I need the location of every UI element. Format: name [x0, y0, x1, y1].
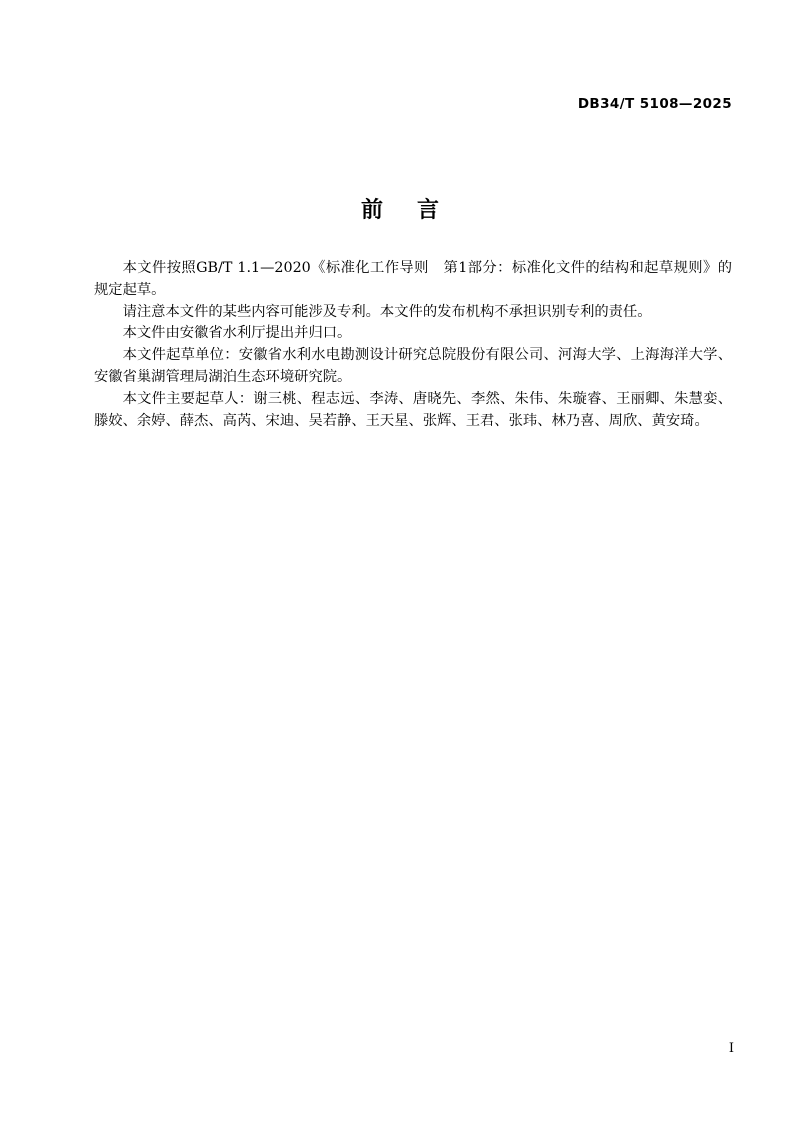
- foreword-body: [94, 258, 732, 432]
- page-title: [0, 193, 800, 224]
- paragraph-principal-drafters: 本文件主要起草人：谢三桃、程志远、李涛、唐晓先、李然、朱伟、朱璇睿、王丽卿、朱慧娈、滕姣、余婷、薛杰、高芮、宋迪、吴若静、王天星、张辉、王君、张玮、林乃喜、周欣、黄安琦。: [94, 390, 732, 429]
- page-title-char-2: 言: [417, 198, 440, 223]
- paragraph-drafting-organizations: 本文件起草单位：安徽省水利水电勘测设计研究总院股份有限公司、河海大学、上海海洋大学、安徽省巢湖管理局湖泊生态环境研究院。: [94, 347, 732, 385]
- page-title-char-1: 前: [360, 198, 383, 223]
- paragraph-proposing-authority: 本文件由安徽省水利厅提出并归口。: [122, 325, 352, 342]
- paragraph-scope-basis: 本文件按照GB/T 1.1—2020《标准化工作导则 第1部分：标准化文件的结构和起草规则》的规定起草。: [94, 260, 732, 298]
- running-header-standard-number: DB34/T 5108—2025: [577, 96, 732, 112]
- page-number: I: [728, 1041, 734, 1056]
- paragraph-patent-notice: 请注意本文件的某些内容可能涉及专利。本文件的发布机构不承担识别专利的责任。: [122, 303, 652, 320]
